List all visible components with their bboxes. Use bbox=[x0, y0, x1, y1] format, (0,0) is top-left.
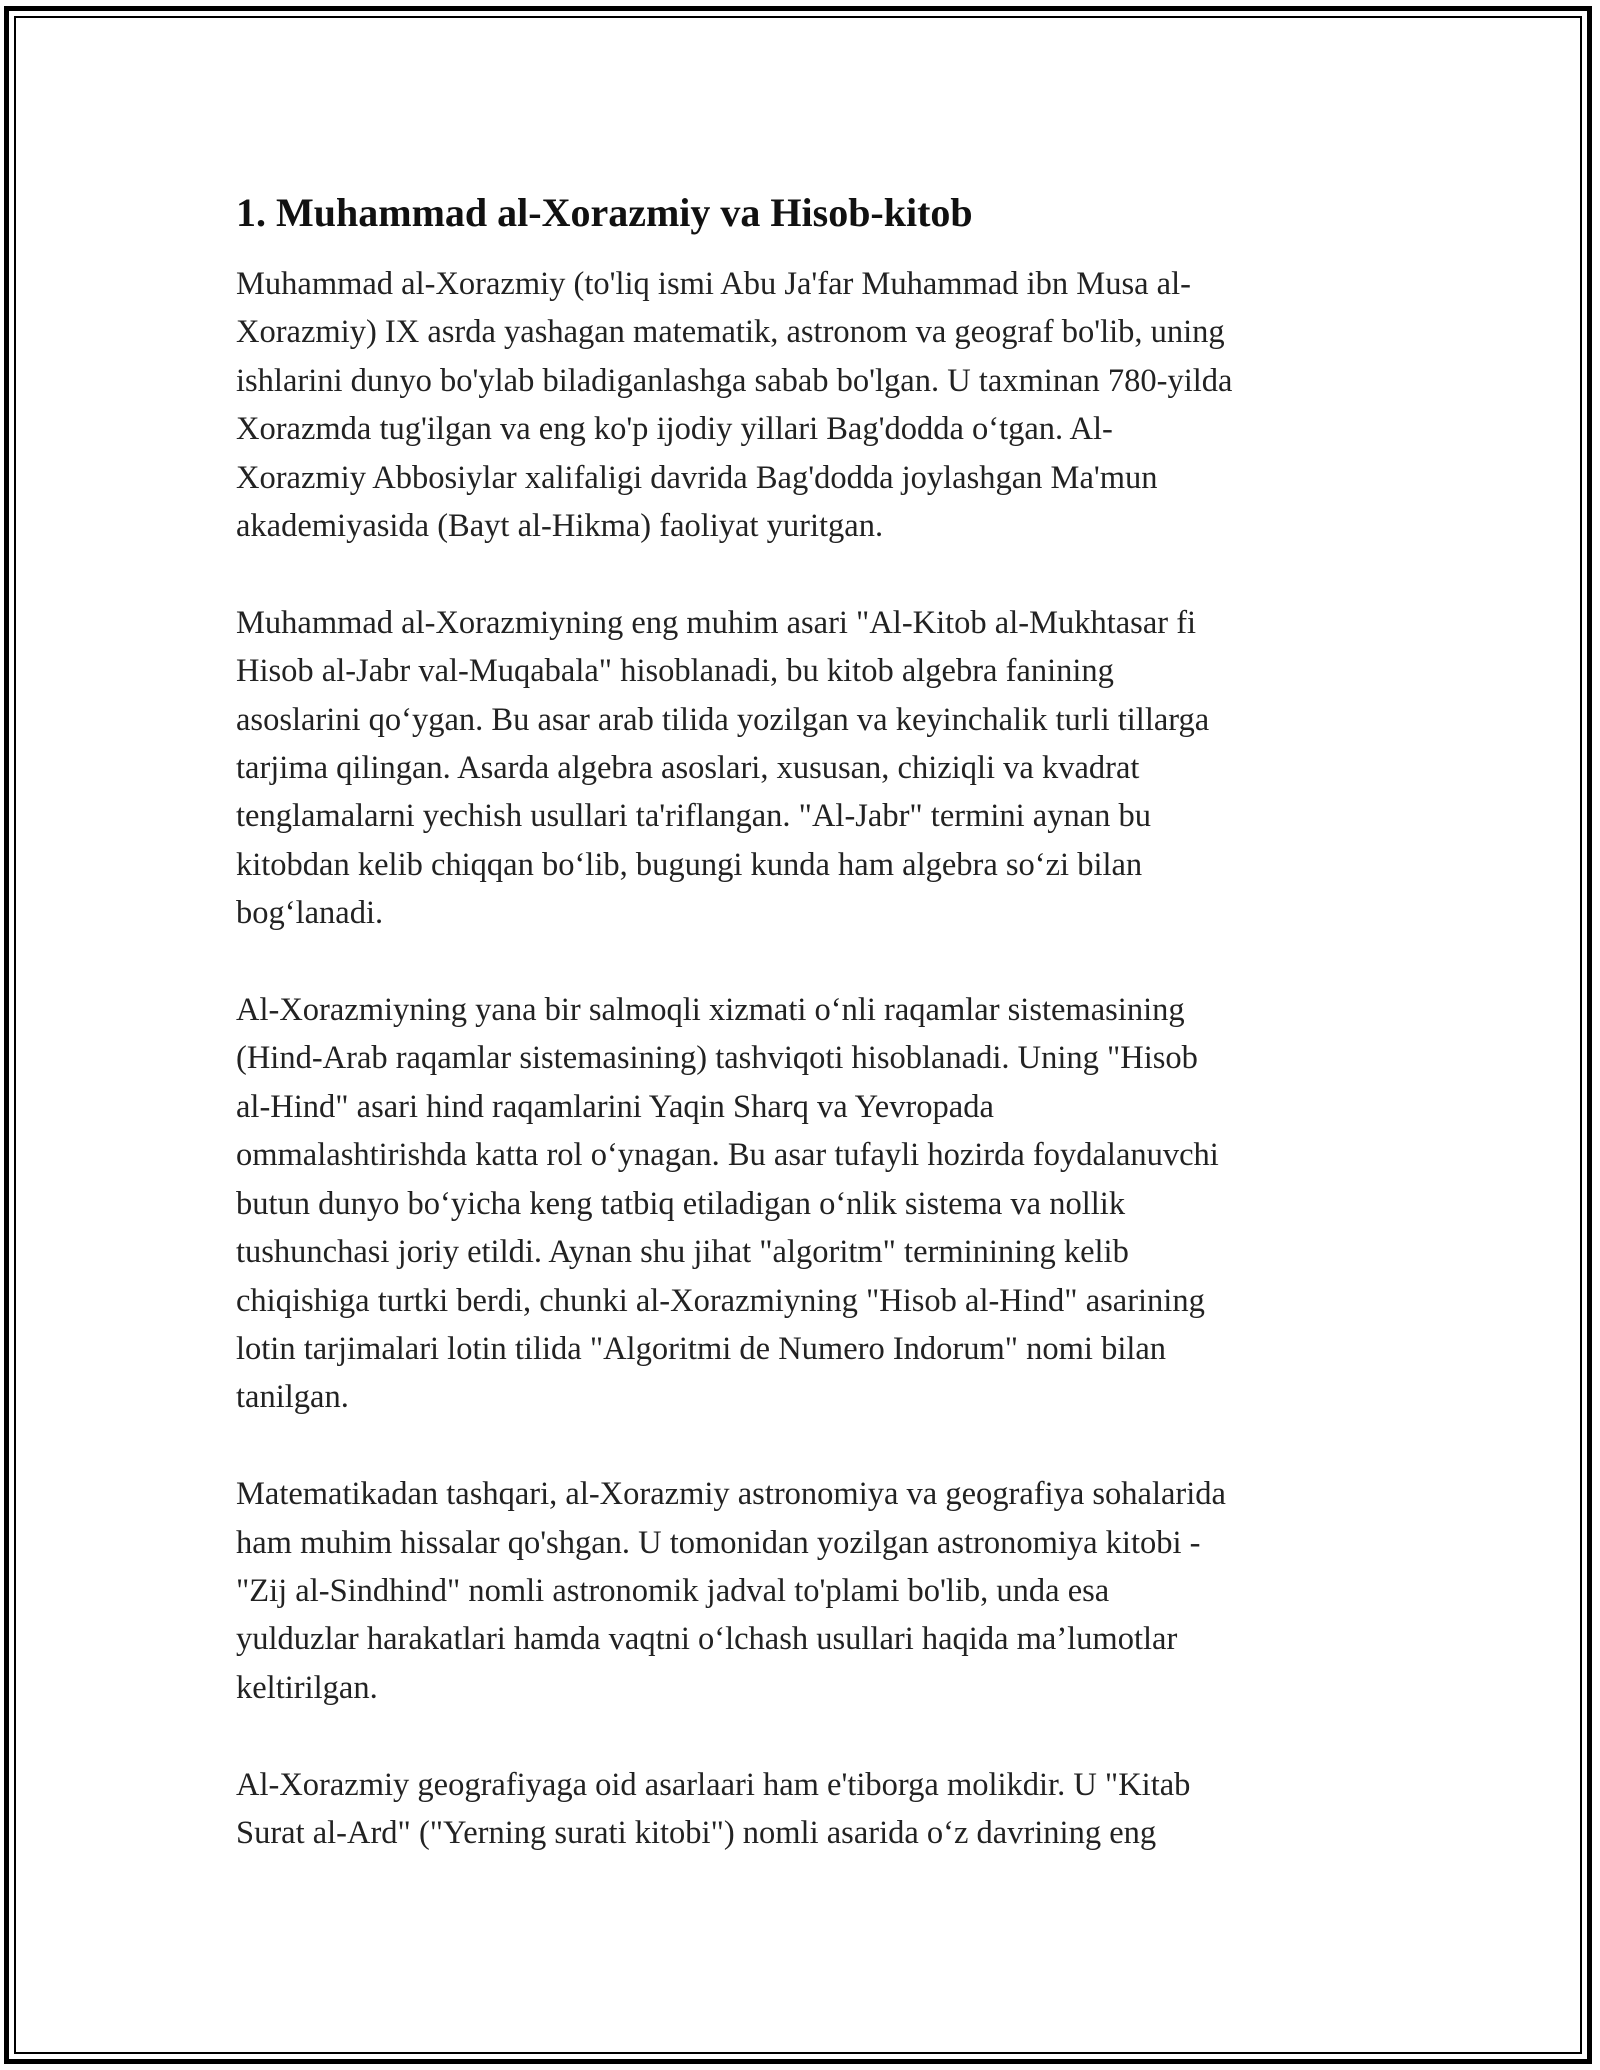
text-line: Muhammad al-Xorazmiyning eng muhim asari "Al-Kitob al-Mukhtasar fi bbox=[236, 604, 1197, 641]
text-line: keltirilgan. bbox=[236, 1669, 378, 1706]
text-line: tanilgan. bbox=[236, 1379, 349, 1416]
text-line: asoslarini qo‘ygan. Bu asar arab tilida yozilgan va keyinchalik turli tillarga bbox=[236, 701, 1210, 738]
section-heading: 1. Muhammad al-Xorazmiy va Hisob-kitob bbox=[236, 190, 973, 235]
text-line: kitobdan kelib chiqqan bo‘lib, bugungi kunda ham algebra so‘zi bilan bbox=[236, 846, 1143, 883]
text-line: lotin tarjimalari lotin tilida "Algoritmi de Numero Indorum" nomi bilan bbox=[236, 1330, 1167, 1367]
text-line: ham muhim hissalar qo'shgan. U tomonidan yozilgan astronomiya kitobi - bbox=[236, 1524, 1201, 1561]
text-line: ommalashtirishda katta rol o‘ynagan. Bu asar tufayli hozirda foydalanuvchi bbox=[236, 1137, 1219, 1174]
text-line: Hisob al-Jabr val-Muqabala" hisoblanadi, bu kitob algebra fanining bbox=[236, 653, 1114, 690]
text-line: chiqishiga turtki berdi, chunki al-Xorazmiyning "Hisob al-Hind" asarining bbox=[236, 1282, 1205, 1319]
text-line: Al-Xorazmiyning yana bir salmoqli xizmati o‘nli raqamlar sistemasining bbox=[236, 992, 1185, 1029]
text-line: Muhammad al-Xorazmiy (to'liq ismi Abu Ja'far Muhammad ibn Musa al- bbox=[236, 266, 1191, 302]
text-line: Surat al-Ard" ("Yerning surati kitobi") nomli asarida o‘z davrining eng bbox=[236, 1814, 1157, 1851]
text-line: Xorazmda tug'ilgan va eng ko'p ijodiy yillari Bag'dodda o‘tgan. Al- bbox=[236, 411, 1113, 448]
text-line: yulduzlar harakatlari hamda vaqtni o‘lchash usullari haqida ma’lumotlar bbox=[236, 1621, 1178, 1658]
paragraph-algebra bbox=[236, 599, 1366, 938]
text-line: tenglamalarni yechish usullari ta'riflangan. "Al-Jabr" termini aynan bu bbox=[236, 798, 1152, 835]
document-body bbox=[236, 186, 1366, 1906]
text-line: Al-Xorazmiy geografiyaga oid asarlaari ham e'tiborga molikdir. U "Kitab bbox=[236, 1766, 1191, 1803]
text-line: tarjima qilingan. Asarda algebra asoslari, xususan, chiziqli va kvadrat bbox=[236, 750, 1140, 787]
paragraph-geography bbox=[236, 1761, 1366, 1858]
text-line: akademiyasida (Bayt al-Hikma) faoliyat yuritgan. bbox=[236, 508, 884, 545]
paragraph-biography bbox=[236, 260, 1366, 550]
text-line: butun dunyo bo‘yicha keng tatbiq etiladigan o‘nlik sistema va nollik bbox=[236, 1185, 1126, 1222]
text-line: al-Hind" asari hind raqamlarini Yaqin Sharq va Yevropada bbox=[236, 1088, 994, 1125]
text-line: Xorazmiy) IX asrda yashagan matematik, astronom va geograf bo'lib, uning bbox=[236, 314, 1225, 351]
text-line: Matematikadan tashqari, al-Xorazmiy astronomiya va geografiya sohalarida bbox=[236, 1476, 1226, 1513]
text-line: "Zij al-Sindhind" nomli astronomik jadval to'plami bo'lib, unda esa bbox=[236, 1572, 1110, 1609]
text-line: ishlarini dunyo bo'ylab biladiganlashga sabab bo'lgan. U taxminan 780-yilda bbox=[236, 362, 1233, 399]
text-line: (Hind-Arab raqamlar sistemasining) tashviqoti hisoblanadi. Uning "Hisob bbox=[236, 1040, 1198, 1077]
paragraph-astronomy bbox=[236, 1470, 1366, 1712]
text-line: Xorazmiy Abbosiylar xalifaligi davrida Bag'dodda joylashgan Ma'mun bbox=[236, 459, 1158, 496]
paragraph-numerals bbox=[236, 986, 1366, 1422]
text-line: tushunchasi joriy etildi. Aynan shu jihat "algoritm" terminining kelib bbox=[236, 1234, 1129, 1271]
text-line: bog‘lanadi. bbox=[236, 895, 384, 932]
